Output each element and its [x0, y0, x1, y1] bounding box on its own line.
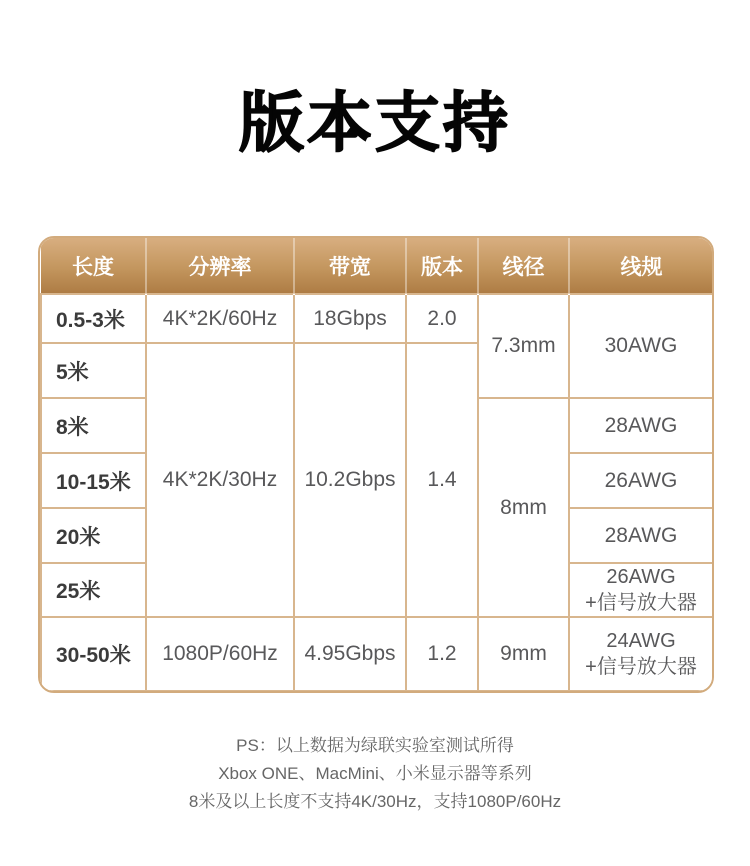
cell-r7-version: 1.2: [406, 617, 478, 691]
footnote-line-1: PS：以上数据为绿联实验室测试所得: [236, 736, 514, 755]
cell-r7-diameter: 9mm: [478, 617, 569, 691]
cell-r1-length: 0.5-3米: [41, 294, 146, 343]
col-header-resolution: 分辨率: [146, 238, 294, 294]
cell-r1-2-diameter: 7.3mm: [478, 294, 569, 398]
cell-r1-2-gauge: 30AWG: [569, 294, 713, 398]
gauge-amplifier-note: +信号放大器: [585, 592, 697, 614]
gauge-amplifier-note: +信号放大器: [585, 656, 697, 678]
cell-mid-diameter: 8mm: [478, 398, 569, 617]
cell-r1-bandwidth: 18Gbps: [294, 294, 406, 343]
cell-mid-version: 1.4: [406, 343, 478, 617]
footnote: [0, 732, 750, 816]
cell-r4-gauge: 26AWG: [569, 453, 713, 508]
table-row: [41, 617, 713, 691]
cell-r3-length: 8米: [41, 398, 146, 453]
page-title: 版本支持: [238, 86, 511, 159]
spec-table: [38, 236, 714, 693]
cell-r7-bandwidth: 4.95Gbps: [294, 617, 406, 691]
header-row: [41, 238, 713, 294]
cell-r1-resolution: 4K*2K/60Hz: [146, 294, 294, 343]
spec-table-grid: [40, 238, 714, 692]
cell-r7-length: 30-50米: [41, 617, 146, 691]
cell-r6-gauge: [569, 563, 713, 617]
cell-r5-gauge: 28AWG: [569, 508, 713, 563]
col-header-diameter: 线径: [478, 238, 569, 294]
footnote-line-2: Xbox ONE、MacMini、小米显示器等系列: [218, 764, 532, 783]
cell-r3-gauge: 28AWG: [569, 398, 713, 453]
cell-r7-resolution: 1080P/60Hz: [146, 617, 294, 691]
cell-r2-length: 5米: [41, 343, 146, 398]
cell-r6-length: 25米: [41, 563, 146, 617]
gauge-value: 24AWG: [606, 630, 676, 652]
footnote-line-3: 8米及以上长度不支持4K/30Hz，支持1080P/60Hz: [188, 792, 562, 811]
col-header-length: 长度: [41, 238, 146, 294]
cell-mid-bandwidth: 10.2Gbps: [294, 343, 406, 617]
col-header-gauge: 线规: [569, 238, 713, 294]
cell-r7-gauge: [569, 617, 713, 691]
cell-mid-resolution: 4K*2K/30Hz: [146, 343, 294, 617]
col-header-version: 版本: [406, 238, 478, 294]
gauge-value: 26AWG: [606, 566, 676, 588]
table-row: [41, 294, 713, 343]
cell-r4-length: 10-15米: [41, 453, 146, 508]
col-header-bandwidth: 带宽: [294, 238, 406, 294]
cell-r5-length: 20米: [41, 508, 146, 563]
cell-r1-version: 2.0: [406, 294, 478, 343]
